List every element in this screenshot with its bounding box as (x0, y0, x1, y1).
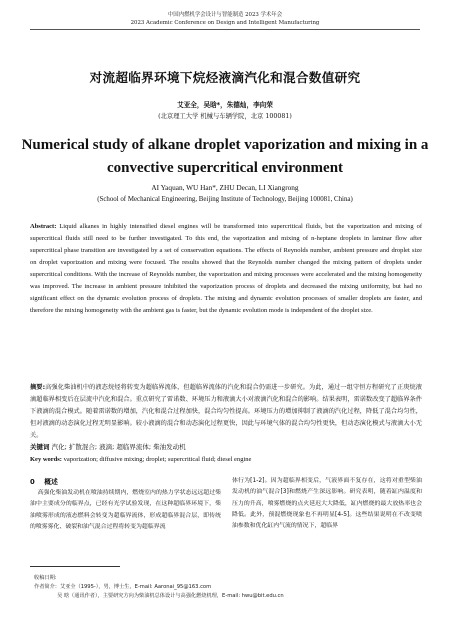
section-number: 0 (30, 478, 35, 486)
footnote-corresponding: 吴 晗（通讯作者），主要研究方向为柴油机总体设计与高强化燃烧机理，E-mail: hwu@bit.edu.cn (57, 593, 284, 599)
body-column-right: 体行为[1-2]。因为超临界相变后，气液界面不复存在，这将对重型柴油发动机的油气混合[3]和燃烧产生深远影响。研究表明，随着缸内温度和压力的升高，喷雾燃烧的点火延迟大大降低，缸内燃烧的最大放热率也会降低。此外，预混燃烧现象也不再明显[4-5]。这些结果说明在不改变喷油参数和优化缸内气流的情况下，超临界 (232, 478, 422, 530)
running-header-en: 2023 Academic Conference on Design and Intelligent Manufacturing (130, 20, 320, 26)
keywords-cn-label: 关键词 (30, 443, 50, 451)
paper-title-en-line1: Numerical study of alkane droplet vaporization and mixing in a (21, 137, 429, 153)
keywords-cn-text: 汽化; 扩散混合; 液滴; 超临界流体; 柴油发动机 (49, 443, 186, 451)
affiliation-en: (School of Mechanical Engineering, Beijing Institute of Technology, Beijing 100081, China) (97, 196, 353, 203)
running-header-cn: 中国内燃机学会设计与智能制造 2023 学术年会 (167, 12, 283, 18)
header-rule (30, 29, 420, 30)
section-heading (30, 476, 58, 486)
body-column-left: 高强化柴油发动机在喷油持续期内，燃烧室内的热力学状态远远超过柴油中主要成分的临界点，已经有光学试验发现，在这种超临界环境下，柴油喷雾形成的液态燃料会转变为超临界流体，形成超临界混合层，即传统的喷雾雾化、破裂和油气混合过程将转变为超临界流 (30, 490, 222, 530)
keywords-en (30, 454, 422, 465)
paper-title-en-line2: convective supercritical environment (106, 160, 344, 176)
footnote-received: 收稿日期: (34, 575, 57, 581)
keywords-en-label: Key words: (30, 456, 62, 463)
keywords-en-text: vaporization; diffusive mixing; droplet; supercritical fluid; diesel engine (61, 456, 252, 463)
affiliation-cn: (北京理工大学 机械与车辆学院，北京 100081) (158, 113, 292, 120)
abstract-en-text: Liquid alkanes in highly intensified diesel engines will be transformed into supercritical fluids, but the vaporization and mixing of supercritical fluids still need to be further investigated. To this end, the vaporization and mixing of n-heptane droplets in laminar flow after supercritical phase transition are investigated by a set of conservation equations. The effects of Reynolds number, ambient pressure and droplet size on droplet vaporization and mixing were focused. The results showed that the Reynolds number changed the mixing pattern of droplets under supercritical conditions. With the increase of Reynolds number, the vaporization and mixing processes were accelerated and the mixing homogeneity was improved. The increase in ambient pressure inhibited the vaporization process of droplets and decreased the mixing uniformity, but had no significant effect on the dynamic evolution process of droplets. The mixing and dynamic evolution processes of smaller droplets are faster, and therefore the mixing homogeneity with the ambient gas is faster, but the dynamic evolution mode is independent of the droplet size. (30, 223, 422, 314)
section-title: 概述 (44, 478, 58, 486)
abstract-cn-text: 高强化柴油机中的液态烷烃将转变为超临界流体，但超临界流体的汽化和混合仍需进一步研究。为此，通过一组守恒方程研究了正庚烷液滴超临界相变后在层流中汽化和混合。重点研究了雷诺数、环境压力和液滴大小对液滴汽化和混合的影响。结果表明，雷诺数改变了超临界条件下液滴的混合模式。随着雷诺数的增加，汽化和混合过程加快，混合均匀性提高。环境压力的增加抑制了液滴的汽化过程，降低了混合均匀性，但对液滴的动态演化过程无明显影响。较小液滴的混合和动态演化过程更快，因此与环境气体的混合均匀性更快，但动态演化模式与液滴大小无关。 (30, 384, 422, 439)
abstract-cn (30, 382, 422, 442)
footnote-author-info: 作者简介：艾亚全（1995-），男，博士生，E-mail: Aaronai_95@163.com (34, 584, 212, 590)
paper-title-cn: 对流超临界环境下烷烃液滴汽化和混合数值研究 (89, 70, 361, 85)
abstract-en (30, 221, 422, 317)
authors-en: AI Yaquan, WU Han*, ZHU Decan, LI Xiangrong (151, 183, 299, 192)
keywords-cn (30, 442, 422, 453)
footnote-rule (30, 566, 120, 567)
abstract-en-label: Abstract: (30, 223, 57, 230)
abstract-cn-label: 摘要: (30, 384, 46, 391)
authors-cn: 艾亚全，吴晗*，朱德灿，李向荣 (177, 101, 273, 109)
